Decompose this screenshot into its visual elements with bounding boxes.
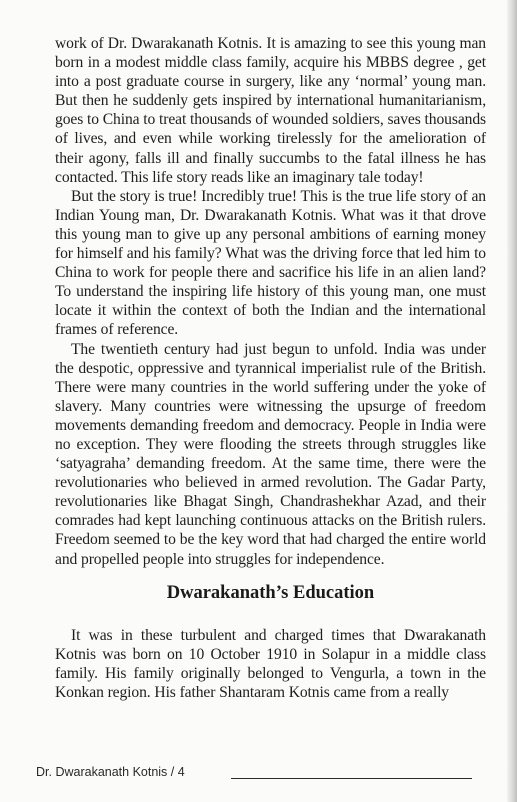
paragraph-1: work of Dr. Dwarakanath Kotnis. It is amazing to see this young man born in a modest middle class family, acquire his MBBS degree , get into a post graduate course in surgery, like any ‘normal’ young man. But then he suddenly gets inspired by international humanitarianism, goes to China to treat thousands of wounded soldiers, saves thousands of lives, and even while working tirelessly for the amelioration of their agony, falls ill and finally succumbs to the fatal illness he has contacted. This life story reads like an imaginary tale today!: [55, 35, 486, 186]
page-edge-shadow: [507, 0, 517, 802]
paragraph-4: It was in these turbulent and charged times that Dwarakanath Kotnis was born on 10 October 1910 in Solapur in a middle class family. His family originally belonged to Vengurla, a town in the Konkan region. His father Shantaram Kotnis came from a really: [55, 626, 486, 701]
page-footer: Dr. Dwarakanath Kotnis / 4: [36, 765, 185, 779]
paragraph-3: The twentieth century had just begun to unfold. India was under the despotic, oppressive and tyrannical imperialist rule of the British. There were many countries in the world suffering under the yoke of slavery. Many countries were witnessing the upsurge of freedom movements demanding freedom and democracy. People in India were no exception. They were flooding the streets through struggles like ‘satyagraha’ demanding freedom. At the same time, there were the revolutionaries who believed in armed revolution. The Gadar Party, revolutionaries like Bhagat Singh, Chandrashekhar Azad, and their comrades had kept launching continuous attacks on the British rulers. Freedom seemed to be the key word that had charged the entire world and propelled people into struggles for independence.: [55, 340, 486, 568]
paragraph-2: But the story is true! Incredibly true! This is the true life story of an Indian Young man, Dr. Dwarakanath Kotnis. What was it that drove this young man to give up any personal ambitions of earning money for himself and his family? What was the driving force that led him to China to work for people there and sacrifice his life in an alien land? To understand the inspiring life history of this young man, one must locate it within the context of both the Indian and the international frames of reference.: [55, 187, 486, 339]
body-text: [55, 34, 486, 702]
footer-rule: [231, 778, 472, 779]
section-heading: Dwarakanath’s Education: [166, 582, 375, 603]
